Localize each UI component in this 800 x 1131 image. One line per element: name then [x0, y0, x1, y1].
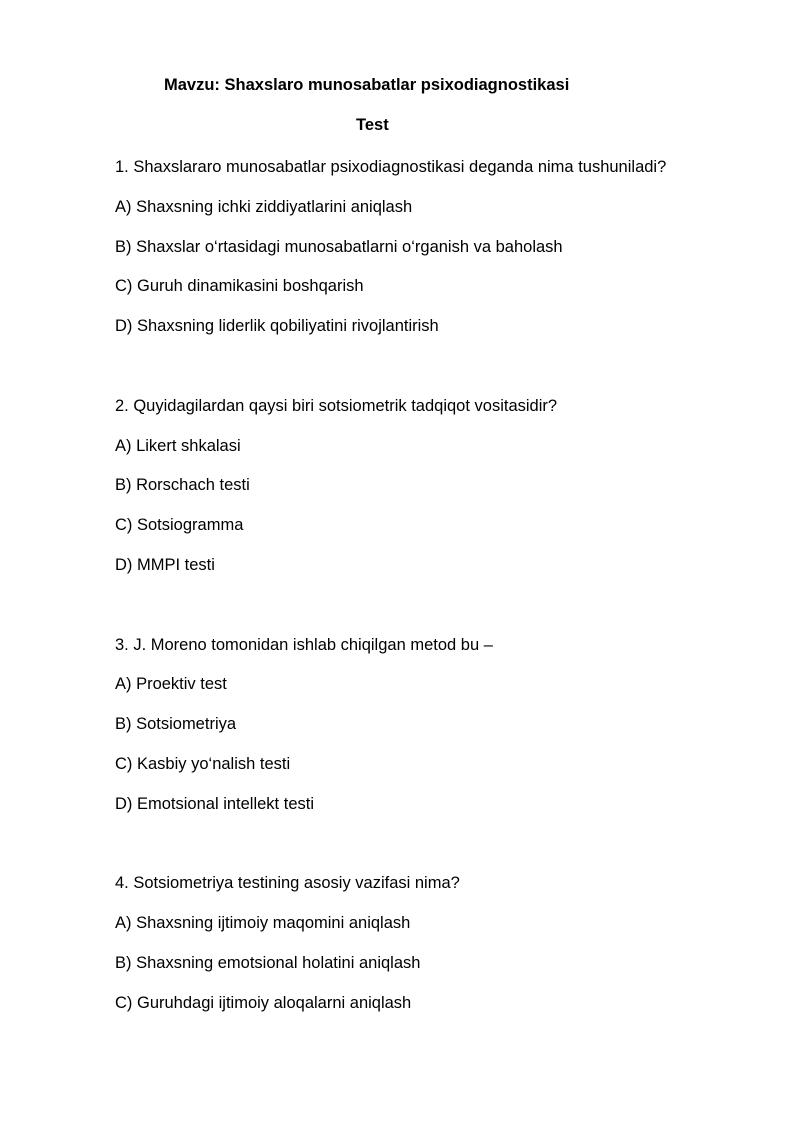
answer-option-c: C) Guruhdagi ijtimoiy aloqalarni aniqlash	[115, 993, 412, 1012]
question-3	[115, 634, 755, 833]
answer-option-b: B) Shaxsning emotsional holatini aniqlash	[115, 953, 421, 972]
answer-option-c: C) Sotsiogramma	[115, 516, 244, 535]
answer-option-a: A) Likert shkalasi	[115, 436, 241, 455]
answer-option-a: A) Shaxsning ijtimoiy maqomini aniqlash	[115, 914, 411, 933]
question-4	[115, 872, 755, 1031]
question-2	[115, 395, 755, 594]
questions-list	[115, 156, 755, 1071]
question-text: 2. Quyidagilardan qaysi biri sotsiometrik tadqiqot vositasidir?	[115, 396, 558, 415]
answer-option-b: B) Sotsiometriya	[115, 715, 237, 734]
answer-option-c: C) Guruh dinamikasini boshqarish	[115, 277, 364, 296]
answer-option-a: A) Shaxsning ichki ziddiyatlarini aniqlash	[115, 197, 413, 216]
question-1	[115, 156, 755, 355]
document-subtitle: Test	[356, 116, 389, 134]
answer-option-d: D) MMPI testi	[115, 555, 215, 574]
answer-option-d: D) Shaxsning liderlik qobiliyatini rivojlantirish	[115, 317, 439, 336]
answer-option-d: D) Emotsional intellekt testi	[115, 794, 314, 813]
question-text: 1. Shaxslararo munosabatlar psixodiagnostikasi deganda nima tushuniladi?	[115, 158, 667, 176]
question-text: 4. Sotsiometriya testining asosiy vazifasi nima?	[115, 874, 460, 893]
question-text: 3. J. Moreno tomonidan ishlab chiqilgan metod bu –	[115, 635, 493, 654]
answer-option-c: C) Kasbiy yo‘nalish testi	[115, 754, 291, 773]
answer-option-b: B) Shaxslar o‘rtasidagi munosabatlarni o‘rganish va baholash	[115, 237, 563, 256]
answer-option-b: B) Rorschach testi	[115, 476, 250, 495]
document-title: Mavzu: Shaxslaro munosabatlar psixodiagnostikasi	[164, 76, 570, 94]
answer-option-a: A) Proektiv test	[115, 675, 227, 694]
